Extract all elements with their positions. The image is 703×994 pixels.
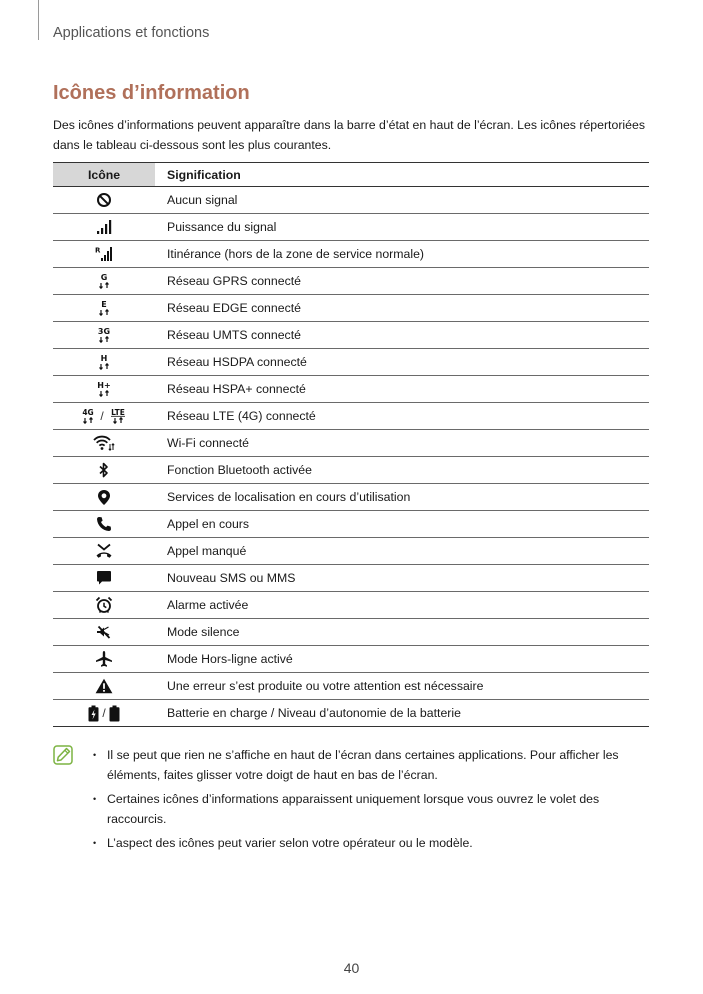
message-icon xyxy=(96,570,112,586)
signal-strength-icon xyxy=(96,219,112,235)
running-header: Applications et fonctions xyxy=(53,25,210,41)
table-row xyxy=(53,322,649,349)
table-row xyxy=(53,376,649,403)
note-item: • L’aspect des icônes peut varier selon votre opérateur ou le modèle. xyxy=(93,833,653,853)
table-row xyxy=(53,484,649,511)
row-label: Aucun signal xyxy=(155,187,649,214)
intro-paragraph: Des icônes d’informations peuvent apparaître dans la barre d’état en haut de l’écran. Les icônes répertoriées dans le tableau ci-dessous sont les plus courantes. xyxy=(53,118,645,152)
icon-separator: / xyxy=(102,706,106,720)
row-label: Itinérance (hors de la zone de service normale) xyxy=(155,241,649,268)
roaming-icon xyxy=(95,246,113,262)
table-row xyxy=(53,241,649,268)
no-signal-icon xyxy=(96,192,112,208)
table-row xyxy=(53,538,649,565)
row-label: Batterie en charge / Niveau d’autonomie de la batterie xyxy=(155,700,649,727)
battery-icon xyxy=(88,705,119,722)
battery-level-icon xyxy=(109,705,120,722)
row-label: Réseau HSDPA connecté xyxy=(155,349,649,376)
row-label: Mode silence xyxy=(155,619,649,646)
network-letter: 3G xyxy=(97,327,111,336)
alarm-icon xyxy=(95,596,113,614)
row-label: Réseau HSPA+ connecté xyxy=(155,376,649,403)
page-title: Icônes d’information xyxy=(53,82,250,104)
table-row xyxy=(53,403,649,430)
table-row xyxy=(53,295,649,322)
side-rule xyxy=(38,0,39,40)
row-label: Fonction Bluetooth activée xyxy=(155,457,649,484)
umts-3g-icon xyxy=(94,326,114,344)
bluetooth-icon xyxy=(98,462,110,478)
table-row xyxy=(53,457,649,484)
table-row xyxy=(53,592,649,619)
network-4g-icon xyxy=(79,407,97,425)
edge-icon xyxy=(95,299,113,317)
row-label: Appel manqué xyxy=(155,538,649,565)
network-letter: G xyxy=(100,273,108,282)
row-label: Réseau EDGE connecté xyxy=(155,295,649,322)
note-item: • Il se peut que rien ne s’affiche en haut de l’écran dans certaines applications. Pour afficher les éléments, faites glisser votre doigt de haut en bas de l’écran. xyxy=(93,745,653,785)
table-row xyxy=(53,619,649,646)
row-label: Mode Hors-ligne activé xyxy=(155,646,649,673)
roaming-letter: R xyxy=(95,246,101,255)
network-letter: LTE xyxy=(110,408,125,417)
table-row xyxy=(53,187,649,214)
location-icon xyxy=(97,489,111,506)
network-letter: H xyxy=(100,354,108,363)
phone-call-icon xyxy=(96,516,112,532)
mute-icon xyxy=(96,624,112,640)
hspa-plus-icon xyxy=(94,380,114,398)
row-label: Appel en cours xyxy=(155,511,649,538)
table-row xyxy=(53,673,649,700)
lte-4g-icon xyxy=(79,407,128,425)
row-label: Nouveau SMS ou MMS xyxy=(155,565,649,592)
missed-call-icon xyxy=(95,543,113,559)
table-row xyxy=(53,565,649,592)
table-header-row xyxy=(53,163,649,187)
note-pencil-icon xyxy=(53,745,73,770)
network-letter: H+ xyxy=(97,381,111,390)
icon-table xyxy=(53,162,649,727)
network-letter: 4G xyxy=(82,408,95,417)
table-row xyxy=(53,349,649,376)
airplane-icon xyxy=(95,650,113,668)
header-icon-column: Icône xyxy=(53,163,155,187)
note-list xyxy=(93,745,653,857)
table-row xyxy=(53,430,649,457)
warning-icon xyxy=(95,678,113,694)
header-meaning-column: Signification xyxy=(167,167,241,182)
table-row xyxy=(53,214,649,241)
battery-charging-icon xyxy=(88,705,99,722)
row-label: Réseau GPRS connecté xyxy=(155,268,649,295)
row-label: Une erreur s’est produite ou votre attention est nécessaire xyxy=(155,673,649,700)
network-letter: E xyxy=(101,300,107,309)
row-label: Services de localisation en cours d’utilisation xyxy=(155,484,649,511)
table-row xyxy=(53,646,649,673)
note-item: • Certaines icônes d’informations apparaissent uniquement lorsque vous ouvrez le volet des raccourcis. xyxy=(93,789,653,829)
network-lte-icon xyxy=(107,407,129,425)
table-row xyxy=(53,268,649,295)
row-label: Réseau LTE (4G) connecté xyxy=(155,403,649,430)
row-label: Alarme activée xyxy=(155,592,649,619)
gprs-icon xyxy=(95,272,113,290)
row-label: Réseau UMTS connecté xyxy=(155,322,649,349)
row-label: Wi-Fi connecté xyxy=(155,430,649,457)
table-row xyxy=(53,700,649,727)
hsdpa-icon xyxy=(95,353,113,371)
icon-separator: / xyxy=(100,409,104,423)
wifi-icon xyxy=(93,434,115,452)
row-label: Puissance du signal xyxy=(155,214,649,241)
page-number: 40 xyxy=(343,960,360,976)
table-row xyxy=(53,511,649,538)
